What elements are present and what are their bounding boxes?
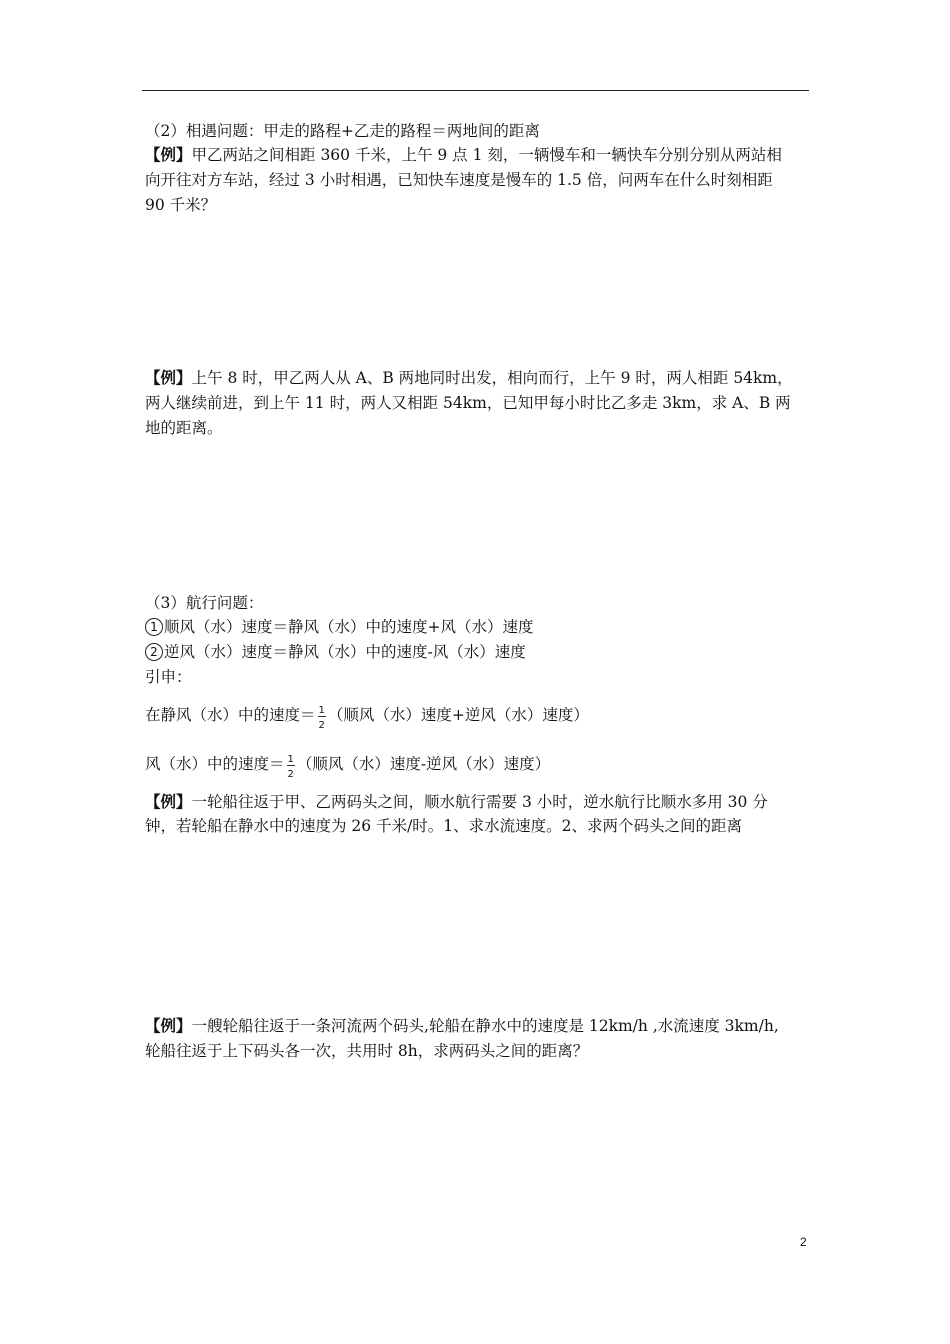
formula-still-water-speed: 在静风（水）中的速度＝ $\frac{1}{2}$ （顺风（水）速度+逆风（水）速度） bbox=[145, 705, 589, 731]
fraction-one-half: $\frac{1}{2}$ bbox=[287, 754, 294, 780]
example-1-line-2: 向开往对方车站，经过 3 小时相遇，已知快车速度是慢车的 1.5 倍，问两车在什么时刻相距 bbox=[145, 171, 773, 189]
example-tag: 【例】 bbox=[145, 145, 192, 164]
example-2-line-1: 【例】上午 8 时，甲乙两人从 A、B 两地同时出发，相向而行，上午 9 时，两人相距 54km， bbox=[145, 368, 793, 387]
example-3-line-1: 【例】一轮船往返于甲、乙两码头之间，顺水航行需要 3 小时，逆水航行比顺水多用 30 分 bbox=[145, 792, 768, 811]
section-heading-meeting: （2）相遇问题：甲走的路程+乙走的路程＝两地间的距离 bbox=[145, 122, 540, 140]
example-tag: 【例】 bbox=[145, 368, 192, 387]
rule-2: 2 逆风（水）速度＝静风（水）中的速度-风（水）速度 bbox=[145, 642, 526, 662]
example-4-line-1: 【例】一艘轮船往返于一条河流两个码头,轮船在静水中的速度是 12km/h ,水流速度 3km/h, bbox=[145, 1016, 779, 1035]
page-number: 2 bbox=[800, 1235, 807, 1249]
fraction-one-half: $\frac{1}{2}$ bbox=[318, 705, 325, 731]
formula-current-speed: 风（水）中的速度＝ $\frac{1}{2}$ （顺风（水）速度-逆风（水）速度） bbox=[145, 754, 551, 780]
rule-1: 1 顺风（水）速度＝静风（水）中的速度+风（水）速度 bbox=[145, 617, 534, 637]
example-1-line-1: 【例】甲乙两站之间相距 360 千米，上午 9 点 1 刻，一辆慢车和一辆快车分别分别从两站相 bbox=[145, 145, 782, 164]
example-4-line-2: 轮船往返于上下码头各一次，共用时 8h，求两码头之间的距离？ bbox=[145, 1042, 589, 1060]
example-2-line-2: 两人继续前进，到上午 11 时，两人又相距 54km，已知甲每小时比乙多走 3km，求 A、B 两 bbox=[145, 394, 791, 412]
section-heading-navigation: （3）航行问题： bbox=[145, 594, 264, 612]
header-rule bbox=[142, 90, 809, 91]
example-3-line-2: 钟，若轮船在静水中的速度为 26 千米/时。1、求水流速度。2、求两个码头之间的距离 bbox=[145, 817, 743, 835]
circled-number-1: 1 bbox=[145, 618, 163, 636]
example-tag: 【例】 bbox=[145, 1016, 192, 1035]
example-tag: 【例】 bbox=[145, 792, 192, 811]
example-1-line-3: 90 千米？ bbox=[145, 196, 217, 214]
example-2-line-3: 地的距离。 bbox=[145, 419, 223, 437]
circled-number-2: 2 bbox=[145, 643, 163, 661]
derive-label: 引申： bbox=[145, 668, 192, 686]
